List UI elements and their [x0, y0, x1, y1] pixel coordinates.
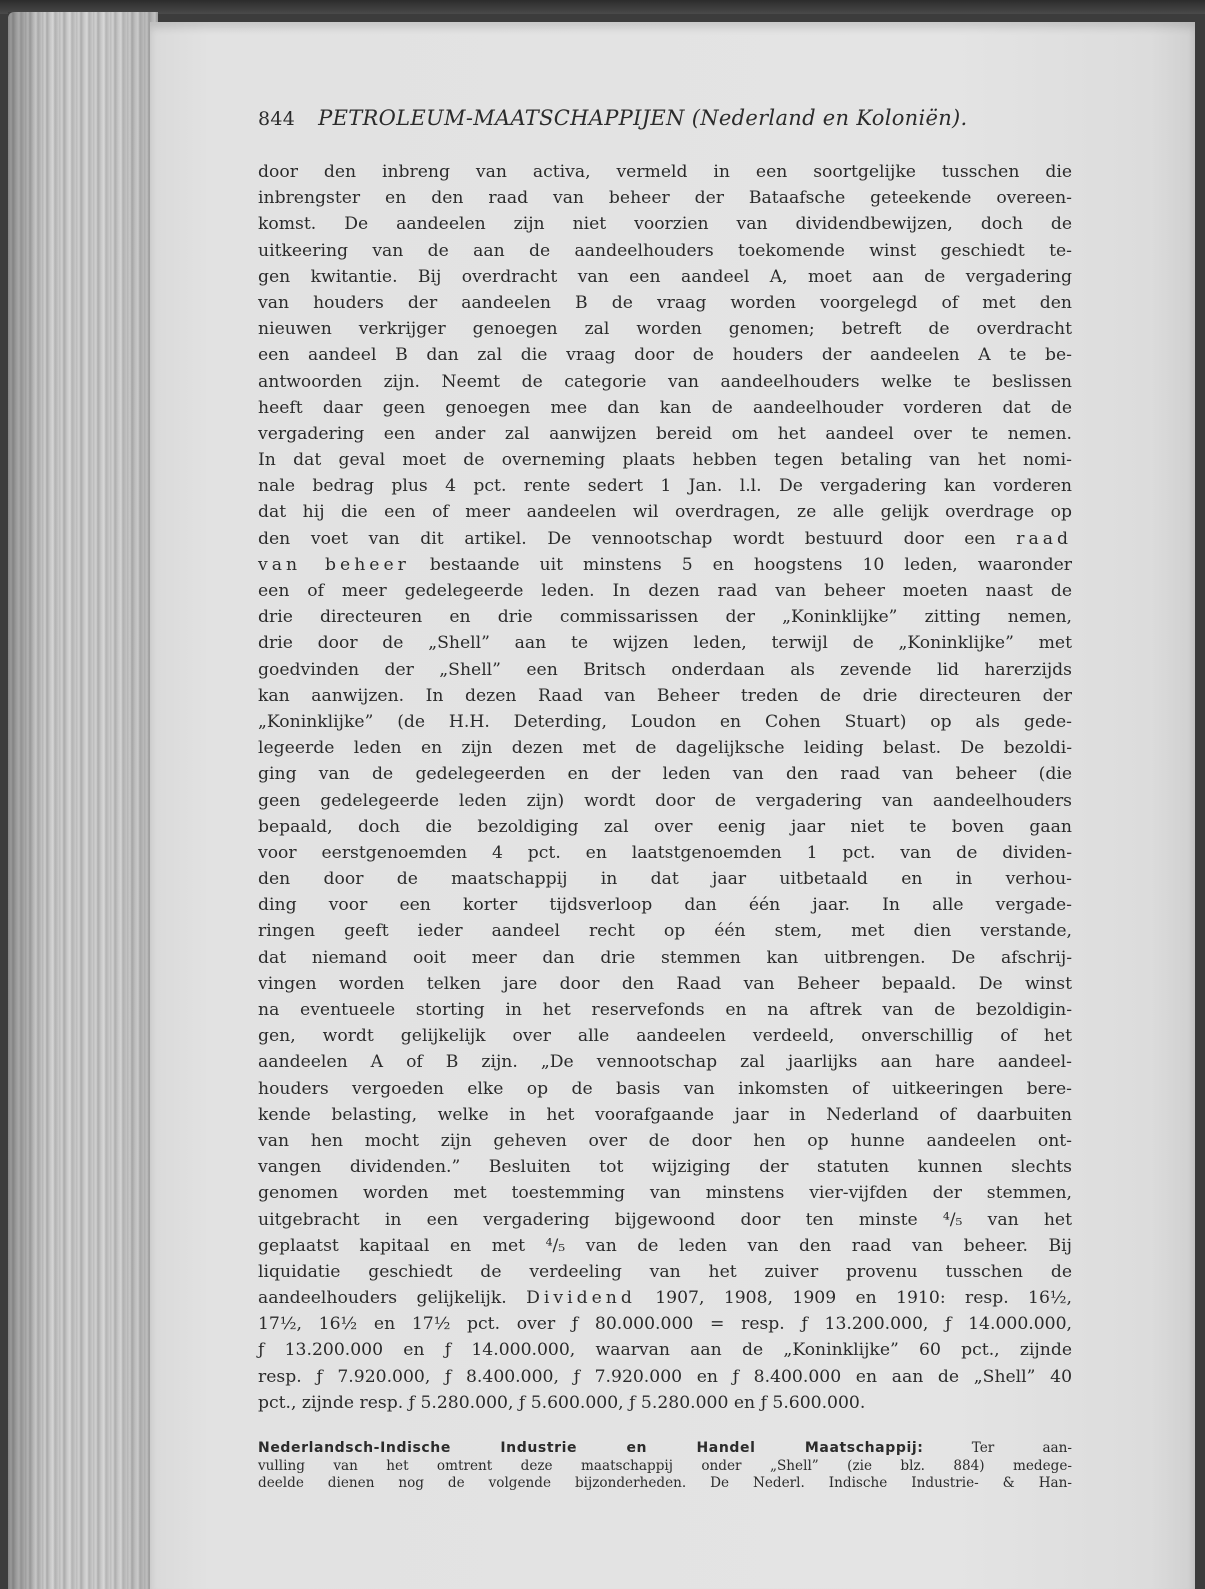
text-line: ƒ 13.200.000 en ƒ 14.000.000, waarvan aan de „Koninklijke” 60 pct., zijnde	[258, 1340, 1072, 1361]
text-line: nale bedrag plus 4 pct. rente sedert 1 Jan. l.l. De vergadering kan vorderen	[258, 476, 1072, 497]
text-line: een of meer gedelegeerde leden. In dezen raad van beheer moeten naast de	[258, 581, 1072, 601]
section-entry	[258, 1440, 1072, 1493]
text-line: door den inbreng van activa, vermeld in een soortgelijke tusschen die	[258, 162, 1072, 182]
text-line: voor eerstgenoemden 4 pct. en laatstgenoemden 1 pct. van de dividen-	[258, 842, 1072, 863]
text-line: 17½, 16½ en 17½ pct. over ƒ 80.000.000 = resp. ƒ 13.200.000, ƒ 14.000.000,	[258, 1314, 1072, 1335]
text-line: na eventueele storting in het reservefonds en na aftrek van de bezoldigin-	[258, 1000, 1072, 1020]
text-line: resp. ƒ 7.920.000, ƒ 8.400.000, ƒ 7.920.000 en ƒ 8.400.000 en aan de „Shell” 40	[258, 1366, 1072, 1387]
text-line: nieuwen verkrijger genoegen zal worden genomen; betreft de overdracht	[258, 319, 1072, 340]
text-line: een aandeel B dan zal die vraag door de houders der aandeelen A te be-	[258, 345, 1072, 366]
section-line	[258, 1440, 1072, 1458]
text-line: „Koninklijke” (de H.H. Deterding, Loudon en Cohen Stuart) op als gede-	[258, 711, 1072, 732]
text-line: In dat geval moet de overneming plaats hebben tegen betaling van het nomi-	[258, 450, 1072, 471]
text-line	[258, 1285, 1072, 1311]
spaced-term: raad	[1016, 528, 1072, 549]
text-line: goedvinden der „Shell” een Britsch onderdaan als zevende lid harerzijds	[258, 659, 1072, 680]
text-line: ringen geeft ieder aandeel recht op één stem, met dien verstande,	[258, 921, 1072, 942]
section-title: Nederlandsch-Indische Industrie en Handel Maatschappij:	[258, 1440, 924, 1456]
text-line: inbrengster en den raad van beheer der Bataafsche geteekende overeen-	[258, 188, 1072, 209]
text-line: houders vergoeden elke op de basis van inkomsten of uitkeeringen bere-	[258, 1078, 1072, 1099]
text-line: genomen worden met toestemming van minstens vier-vijfden der stemmen,	[258, 1183, 1072, 1204]
text-line: gen, wordt gelijkelijk over alle aandeelen verdeeld, onverschillig of het	[258, 1026, 1072, 1047]
text-fragment: Ter aan-	[971, 1440, 1072, 1456]
running-head	[258, 104, 1072, 133]
section-line: vulling van het omtrent deze maatschappij onder „Shell” (zie blz. 884) medege-	[258, 1457, 1072, 1474]
text-line: kan aanwijzen. In dezen Raad van Beheer treden de drie directeuren der	[258, 685, 1072, 706]
text-line: bepaald, doch die bezoldiging zal over eenig jaar niet te boven gaan	[258, 816, 1072, 837]
text-line: aandeelen A of B zijn. „De vennootschap zal jaarlijks aan hare aandeel-	[258, 1052, 1072, 1073]
text-line: pct., zijnde resp. ƒ 5.280.000, ƒ 5.600.000, ƒ 5.280.000 en ƒ 5.600.000.	[258, 1392, 866, 1413]
book-top-edge	[0, 0, 1205, 14]
text-line	[258, 526, 1072, 552]
text-line: ding voor een korter tijdsverloop dan één jaar. In alle vergade-	[258, 895, 1072, 916]
spaced-term: van beheer	[258, 554, 410, 575]
text-line: uitgebracht in een vergadering bijgewoond door ten minste ⁴/₅ van het	[258, 1209, 1072, 1230]
text-line: komst. De aandeelen zijn niet voorzien van dividendbewijzen, doch de	[258, 214, 1072, 235]
text-block	[258, 104, 1072, 1493]
text-line: geen gedelegeerde leden zijn) wordt door de vergadering van aandeelhouders	[258, 790, 1072, 811]
text-line: vangen dividenden.” Besluiten tot wijziging der statuten kunnen slechts	[258, 1157, 1072, 1178]
text-line: dat hij die een of meer aandeelen wil overdragen, ze alle gelijk overdrage op	[258, 502, 1072, 523]
text-fragment: 1907, 1908, 1909 en 1910: resp. 16½,	[655, 1288, 1073, 1309]
text-line: uitkeering van de aan de aandeelhouders toekomende winst geschiedt te-	[258, 240, 1072, 261]
text-fragment: bestaande uit minstens 5 en hoogstens 10 leden, waaronder	[429, 554, 1073, 575]
spaced-term: Dividend	[526, 1288, 636, 1309]
text-line: vingen worden telken jare door den Raad van Beheer bepaald. De winst	[258, 973, 1072, 994]
page-edges-stack	[8, 12, 158, 1589]
text-fragment: den voet van dit artikel. De vennootschap wordt bestuurd door een	[258, 528, 996, 549]
text-line: kende belasting, welke in het voorafgaande jaar in Nederland of daarbuiten	[258, 1104, 1072, 1125]
section-line: deelde dienen nog de volgende bijzonderheden. De Nederl. Indische Industrie- & Han-	[258, 1475, 1072, 1491]
text-line: van hen mocht zijn geheven over de door hen op hunne aandeelen ont-	[258, 1130, 1072, 1151]
text-line: legeerde leden en zijn dezen met de dagelijksche leiding belast. De bezoldi-	[258, 738, 1072, 759]
text-fragment: aandeelhouders gelijkelijk.	[258, 1288, 507, 1309]
running-head-title: PETROLEUM-MAATSCHAPPIJEN	[318, 106, 685, 130]
body-paragraph	[258, 159, 1072, 1416]
running-head-subtitle: (Nederland en Koloniën).	[691, 106, 968, 130]
text-line: geplaatst kapitaal en met ⁴/₅ van de leden van den raad van beheer. Bij	[258, 1235, 1072, 1256]
text-line: ging van de gedelegeerden en der leden van den raad van beheer (die	[258, 764, 1072, 785]
text-line: antwoorden zijn. Neemt de categorie van aandeelhouders welke te beslissen	[258, 371, 1072, 392]
text-line: van houders der aandeelen B de vraag worden voorgelegd of met den	[258, 292, 1072, 313]
text-line: gen kwitantie. Bij overdracht van een aandeel A, moet aan de vergadering	[258, 266, 1072, 287]
text-line	[258, 552, 1072, 578]
page-number: 844	[258, 108, 296, 130]
text-line: liquidatie geschiedt de verdeeling van het zuiver provenu tusschen de	[258, 1261, 1072, 1282]
text-line: dat niemand ooit meer dan drie stemmen kan uitbrengen. De afschrij-	[258, 947, 1072, 968]
text-line: drie door de „Shell” aan te wijzen leden, terwijl de „Koninklijke” met	[258, 633, 1072, 654]
text-line: heeft daar geen genoegen mee dan kan de aandeelhouder vorderen dat de	[258, 397, 1072, 418]
text-line: den door de maatschappij in dat jaar uitbetaald en in verhou-	[258, 869, 1072, 890]
text-line: drie directeuren en drie commissarissen der „Koninklijke” zitting nemen,	[258, 607, 1072, 628]
text-line: vergadering een ander zal aanwijzen bereid om het aandeel over te nemen.	[258, 423, 1072, 444]
